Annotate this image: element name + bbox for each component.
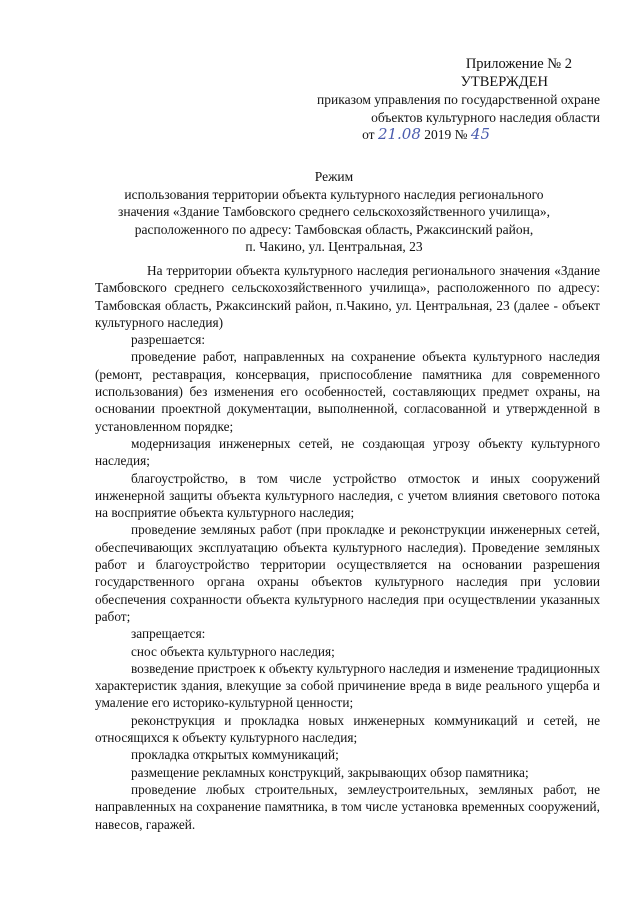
title-line-1: Режим [314,169,354,184]
permitted-item: благоустройство, в том числе устройство отмосток и иных сооружений инженерной защиты объекта культурного наследия, с учетом влияния светового потока на восприятие объекта культурного наследия; [95,470,600,521]
prohibited-item: снос объекта культурного наследия; [131,643,335,659]
year-and-number-label: 2019 № [424,127,468,142]
prohibited-item: реконструкция и прокладка новых инженерных коммуникаций и сетей, не относящихся к объекту культурного наследия; [95,712,600,746]
handwritten-date: 21.08 [377,125,421,143]
order-line-2: объектов культурного наследия области [371,109,600,125]
prohibited-item: размещение рекламных конструкций, закрывающих обзор памятника; [131,764,529,780]
date-prefix: от [362,127,375,142]
document-body [95,262,600,833]
prohibited-item: прокладка открытых коммуникаций; [131,747,339,763]
title-line-5: п. Чакино, ул. Центральная, 23 [245,239,423,254]
permitted-heading: разрешается: [131,332,206,348]
prohibited-heading: запрещается: [131,626,206,642]
permitted-item: проведение работ, направленных на сохранение объекта культурного наследия (ремонт, реставрация, консервация, приспособление памятника для современного использования) без изменения его особенностей, составляющих предмет охраны, на основании проектной документации, выполненной, согласованной и утвержденной в установленном порядке; [95,349,600,434]
permitted-item: проведение земляных работ (при прокладке и реконструкции инженерных сетей, обеспечивающих эксплуатацию объекта культурного наследия). Проведение земляных работ и благоустройство территории осуществляется на основании разрешения государственного органа охраны объектов культурного наследия при условии обеспечения сохранности объекта культурного наследия при осуществлении указанных работ; [95,522,600,624]
approval-header [270,56,600,144]
title-line-2: использования территории объекта культурного наследия регионального [124,186,544,202]
intro-paragraph: На территории объекта культурного наследия регионального значения «Здание Тамбовского среднего сельскохозяйственного училища», расположенного по адресу: Тамбовская область, Ржаксинский район, п.Чакино, ул. Центральная, 23 (далее - объект культурного наследия) [95,263,600,330]
handwritten-number: 45 [470,125,490,143]
order-date-line [270,126,600,144]
prohibited-item: проведение любых строительных, землеустроительных, земляных работ, не направленных на сохранение памятника, в том числе установка временных сооружений, навесов, гаражей. [95,781,600,832]
title-line-4: расположенного по адресу: Тамбовская область, Ржаксинский район, [134,221,534,237]
prohibited-item: возведение пристроек к объекту культурного наследия и изменение традиционных характеристик здания, влекущие за собой причинение вреда в виде реального ущерба и умаление его историко-культурной ценности; [95,660,601,711]
permitted-item: модернизация инженерных сетей, не создающая угрозу объекту культурного наследия; [95,435,600,469]
order-line-1: приказом управления по государственной охране [317,92,600,107]
document-title [64,168,604,256]
approved-stamp-text: УТВЕРЖДЕН [460,73,548,90]
appendix-number: Приложение № 2 [465,56,572,72]
title-line-3: значения «Здание Тамбовского среднего сельскохозяйственного училища», [118,204,550,219]
